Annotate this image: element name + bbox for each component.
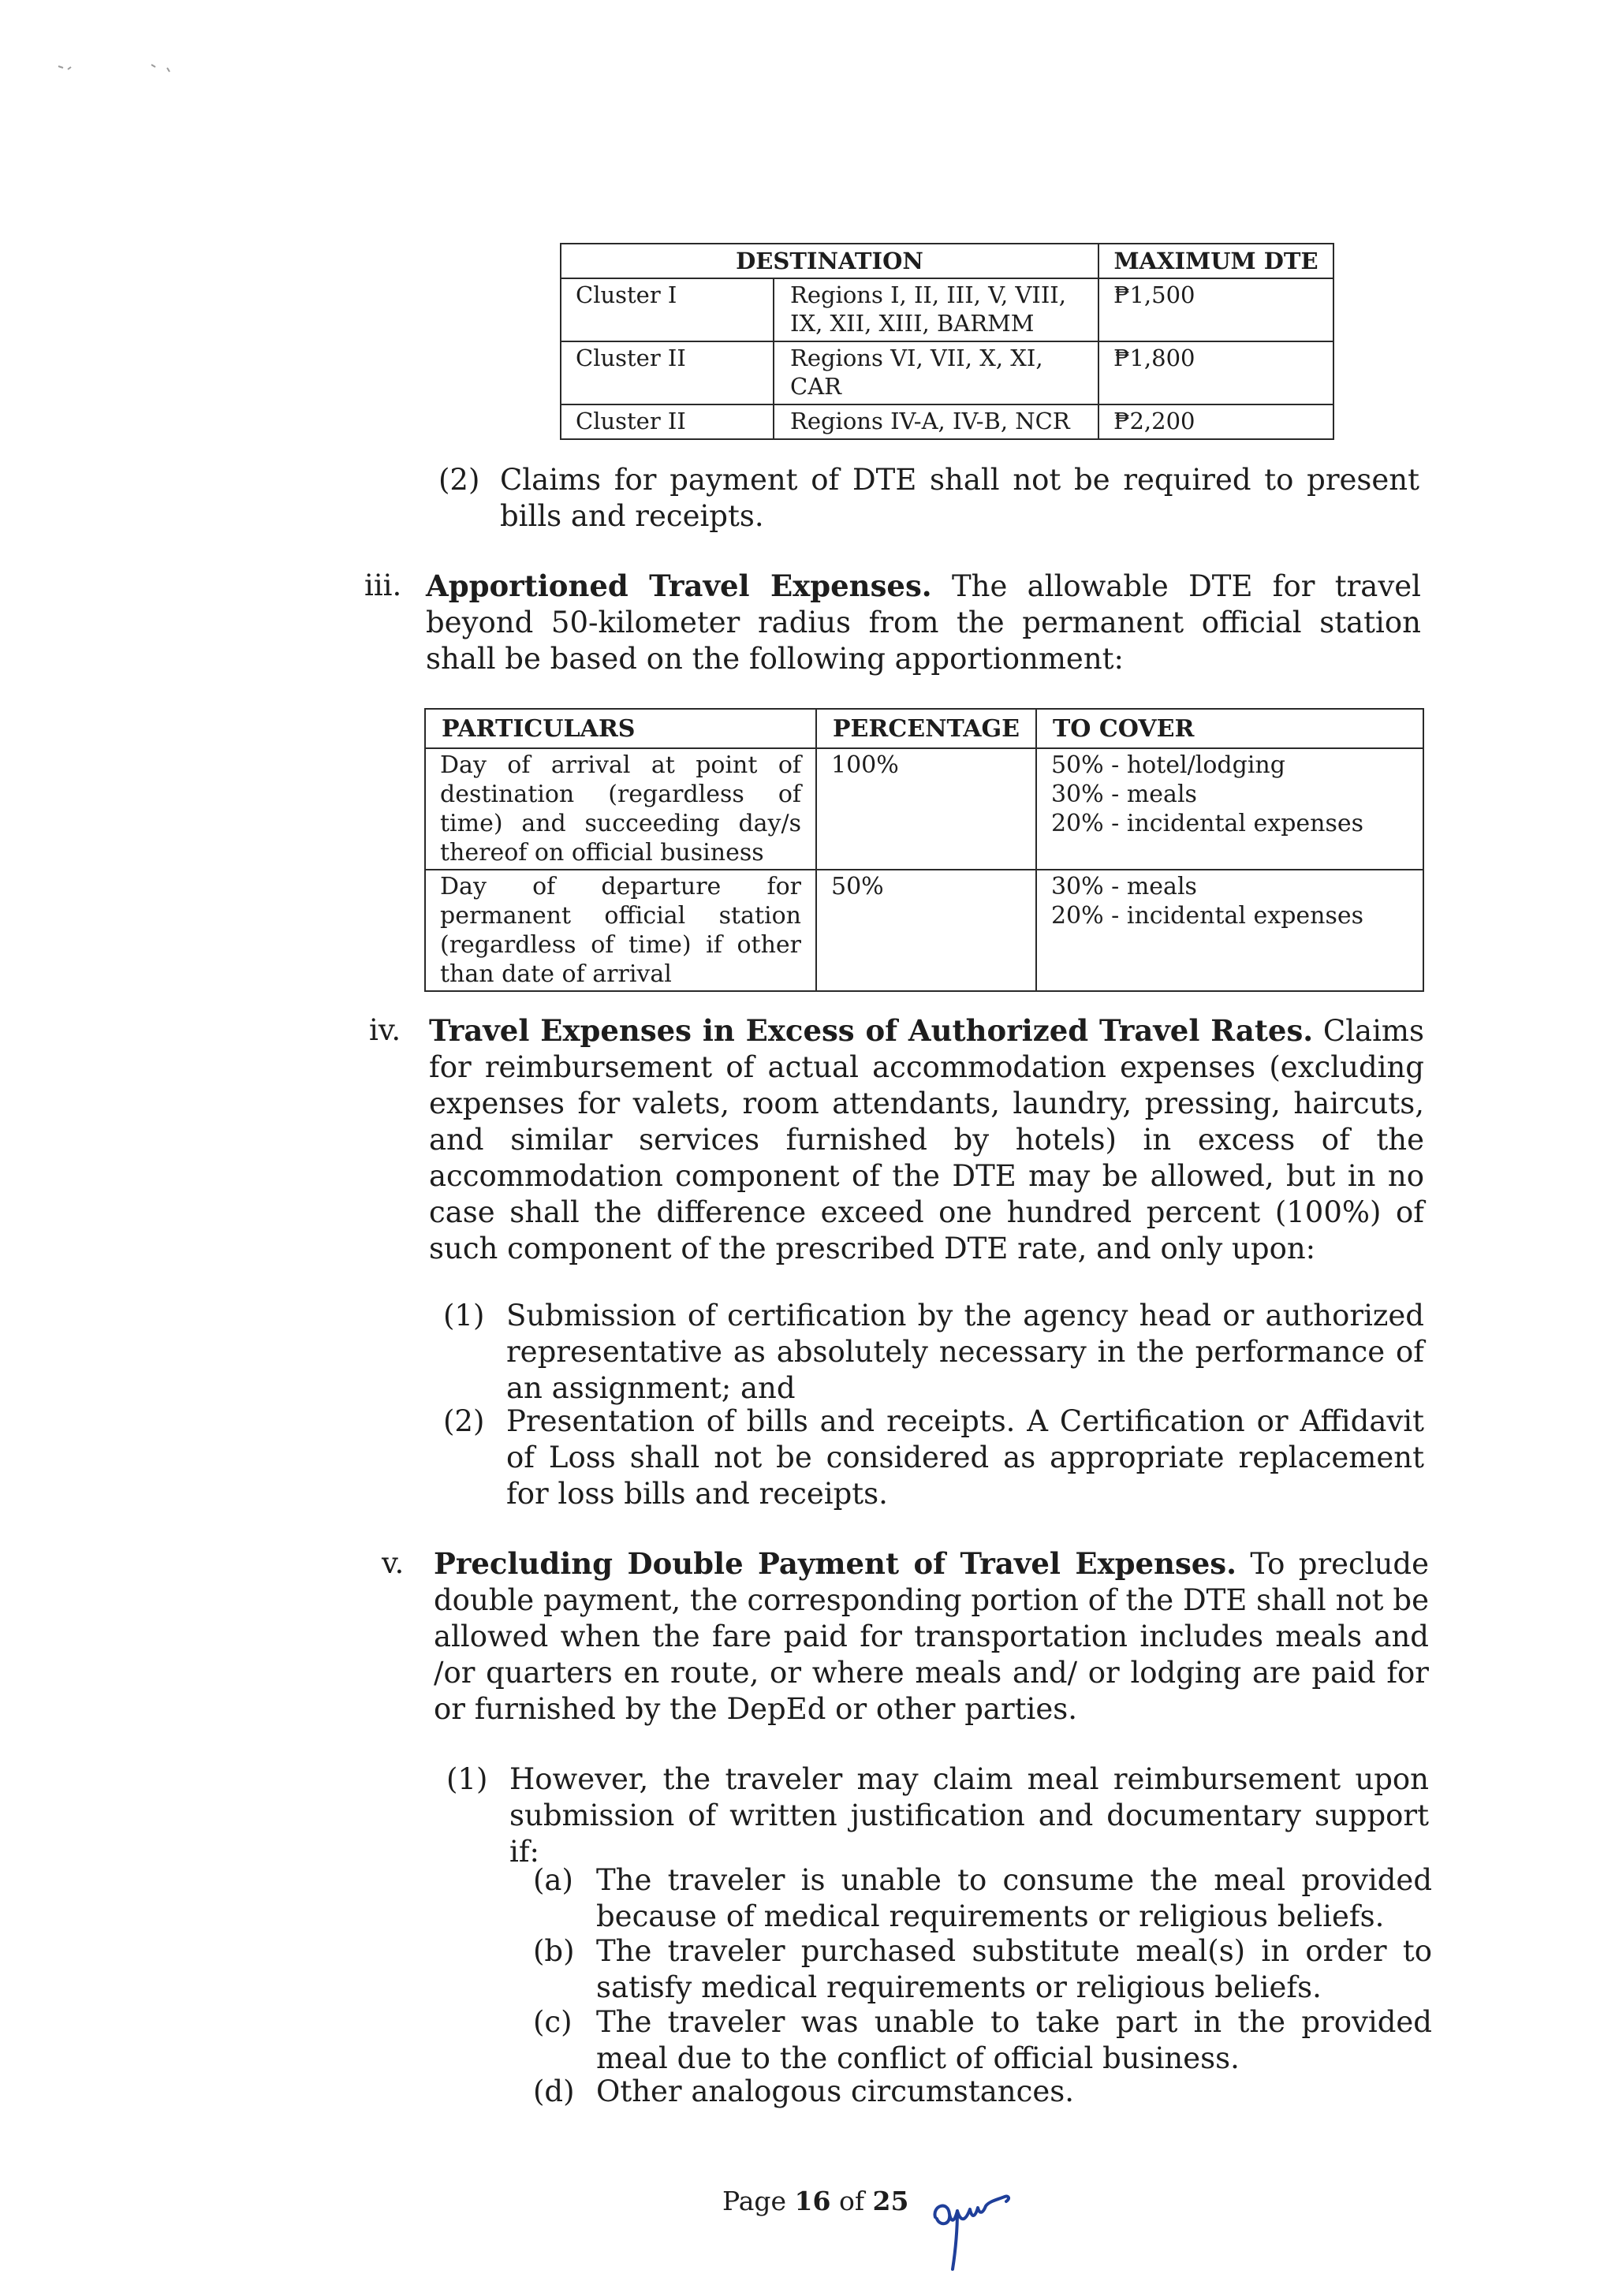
cover-line: 50% - hotel/lodging	[1050, 751, 1285, 779]
cover-line: 30% - meals	[1050, 873, 1197, 900]
scan-speck-marks	[57, 60, 199, 84]
page-total: 25	[872, 2186, 909, 2216]
table-row	[425, 870, 1423, 991]
section-iv-paragraph	[429, 1012, 1424, 1267]
section-v-text: To preclude double payment, the corresponding portion of the DTE shall not be allowed when the fare paid for transportation includes meals and /or quarters en route, or where meals and/ or lodging are paid for or furnished by the DepEd or other parties.	[434, 1547, 1429, 1726]
cover-line: 30% - meals	[1050, 781, 1197, 808]
subitem-letter: (d)	[533, 2074, 575, 2108]
list-item: Presentation of bills and receipts. A Certification or Affidavit of Loss shall not be considered as appropriate replacement for loss bills and receipts.	[506, 1404, 1424, 1511]
cluster-cell: Cluster II	[561, 404, 774, 439]
page-prefix: Page	[722, 2186, 795, 2216]
section-iii-paragraph	[426, 568, 1421, 677]
section-numeral: iii.	[364, 568, 402, 602]
list-item: Submission of certification by the agency head or authorized representative as absolutely necessary in the performance of an assignment; and	[506, 1299, 1424, 1405]
max-dte-cell: ₱1,500	[1098, 278, 1333, 341]
table-row	[561, 404, 1333, 439]
cluster-cell: Cluster I	[561, 278, 774, 341]
section-v-paragraph	[434, 1545, 1429, 1728]
page-number	[722, 2186, 908, 2216]
handwritten-initials	[929, 2182, 1017, 2277]
table-header-destination: DESTINATION	[561, 244, 1098, 278]
cover-cell	[1036, 870, 1423, 991]
cover-cell	[1036, 748, 1423, 870]
regions-cell: Regions I, II, III, V, VIII, IX, XII, XIII, BARMM	[774, 278, 1098, 341]
list-item: Other analogous circumstances.	[596, 2074, 1074, 2108]
section-numeral: iv.	[369, 1013, 401, 1047]
section-numeral: v.	[382, 1546, 405, 1580]
list-item: The traveler is unable to consume the meal provided because of medical requirements or religious beliefs.	[596, 1863, 1432, 1933]
list-item: However, the traveler may claim meal reimbursement upon submission of written justification and documentary support if:	[509, 1762, 1429, 1869]
table-header-particulars: PARTICULARS	[425, 709, 816, 748]
percentage-cell: 100%	[816, 748, 1036, 870]
cluster-cell: Cluster II	[561, 341, 774, 404]
regions-cell: Regions VI, VII, X, XI, CAR	[774, 341, 1098, 404]
subitem-letter: (b)	[533, 1934, 575, 1968]
cover-line: 20% - incidental expenses	[1050, 810, 1364, 837]
section-iii-title: Apportioned Travel Expenses.	[426, 568, 932, 603]
page-mid: of	[830, 2186, 873, 2216]
subitem-letter: (a)	[533, 1863, 573, 1897]
destination-table	[560, 243, 1334, 440]
item-number: (1)	[443, 1299, 485, 1332]
page-current: 16	[794, 2186, 831, 2216]
apportionment-table	[424, 708, 1424, 992]
section-iv-text: Claims for reimbursement of actual accommodation expenses (excluding expenses for valets, room attendants, laundry, pressing, haircuts, and similar services furnished by hotels) in excess of the accommodation component of the DTE may be allowed, but in no case shall the difference exceed one hundred percent (100%) of such component of the prescribed DTE rate, and only upon:	[429, 1014, 1424, 1265]
table-header-to-cover: TO COVER	[1036, 709, 1423, 748]
item-number: (2)	[443, 1404, 485, 1438]
list-item: The traveler was unable to take part in the provided meal due to the conflict of official business.	[596, 2005, 1432, 2075]
regions-cell: Regions IV-A, IV-B, NCR	[774, 404, 1098, 439]
section-v-title: Precluding Double Payment of Travel Expenses.	[434, 1546, 1237, 1581]
item-number: (1)	[446, 1762, 488, 1796]
cover-line: 20% - incidental expenses	[1050, 902, 1364, 930]
claims-paragraph: Claims for payment of DTE shall not be required to present bills and receipts.	[500, 463, 1419, 533]
table-row	[561, 278, 1333, 341]
item-number: (2)	[438, 463, 480, 497]
table-row	[425, 748, 1423, 870]
max-dte-cell: ₱2,200	[1098, 404, 1333, 439]
particulars-cell: Day of departure for permanent official station (regardless of time) if other than date of arrival	[425, 870, 816, 991]
max-dte-cell: ₱1,800	[1098, 341, 1333, 404]
table-row	[561, 341, 1333, 404]
percentage-cell: 50%	[816, 870, 1036, 991]
section-iv-title: Travel Expenses in Excess of Authorized Travel Rates.	[429, 1013, 1314, 1048]
list-item: The traveler purchased substitute meal(s) in order to satisfy medical requirements or religious beliefs.	[596, 1934, 1432, 2004]
section-iii-text: The allowable DTE for travel beyond 50-kilometer radius from the permanent official station shall be based on the following apportionment:	[426, 569, 1421, 676]
subitem-letter: (c)	[533, 2005, 573, 2039]
table-header-percentage: PERCENTAGE	[816, 709, 1036, 748]
table-header-maximum-dte: MAXIMUM DTE	[1098, 244, 1333, 278]
particulars-cell: Day of arrival at point of destination (regardless of time) and succeeding day/s thereof on official business	[425, 748, 816, 870]
